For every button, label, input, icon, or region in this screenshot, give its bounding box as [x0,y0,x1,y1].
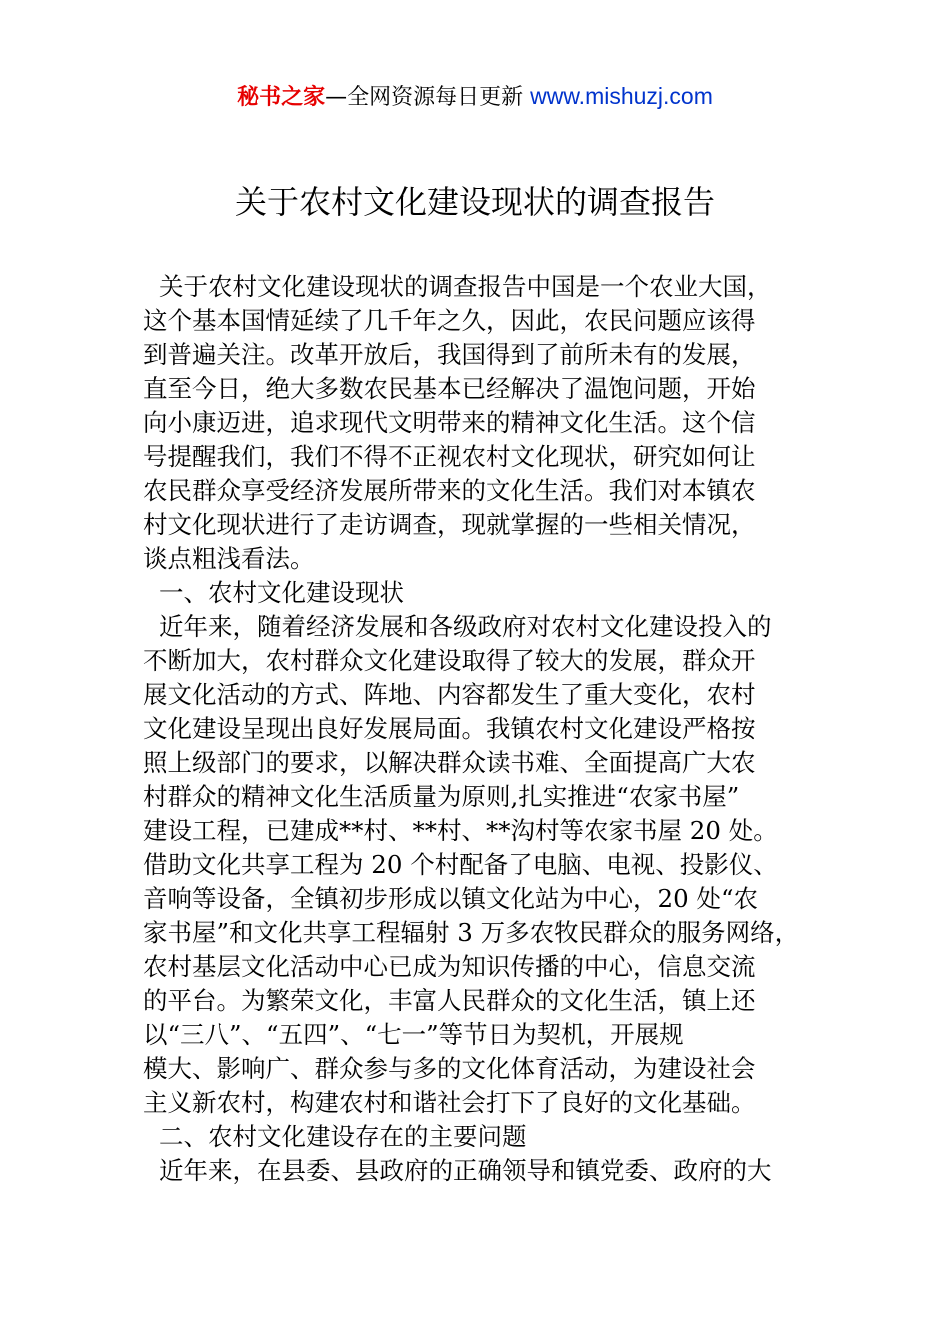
site-brand: 秘书之家 [237,85,326,110]
body-line: 号提醒我们，我们不得不正视农村文化现状，研究如何让 [143,442,756,471]
body-line: 农村基层文化活动中心已成为知识传播的中心，信息交流 [143,952,756,981]
site-slogan: —全网资源每日更新 [325,85,531,110]
body-line: 借助文化共享工程为 20 个村配备了电脑、电视、投影仪、 [143,850,778,879]
body-line: 关于农村文化建设现状的调查报告中国是一个农业大国， [159,272,772,301]
body-line: 村文化现状进行了走访调查，现就掌握的一些相关情况， [143,510,756,539]
body-line: 谈点粗浅看法。 [143,544,315,573]
site-url-link[interactable]: www.mishuzj.com [530,83,713,109]
body-line: 村群众的精神文化生活质量为原则,扎实推进“农家书屋” [143,782,740,811]
body-line: 音响等设备，全镇初步形成以镇文化站为中心，20 处“农 [143,884,758,913]
body-line: 主义新农村，构建农村和谐社会打下了良好的文化基础。 [143,1088,756,1117]
document-title: 关于农村文化建设现状的调查报告 [234,183,715,221]
body-line: 以“三八”、“五四”、“七一”等节日为契机，开展规 [143,1020,684,1049]
body-line: 家书屋”和文化共享工程辐射 3 万多农牧民群众的服务网络， [143,918,800,947]
body-line: 展文化活动的方式、阵地、内容都发生了重大变化，农村 [143,680,756,709]
body-line: 二、农村文化建设存在的主要问题 [159,1122,527,1151]
body-line: 一、农村文化建设现状 [159,578,404,607]
body-line: 向小康迈进，追求现代文明带来的精神文化生活。这个信 [143,408,756,437]
body-line: 模大、影响广、群众参与多的文化体育活动，为建设社会 [143,1054,756,1083]
body-line: 不断加大，农村群众文化建设取得了较大的发展，群众开 [143,646,756,675]
body-line: 的平台。为繁荣文化，丰富人民群众的文化生活，镇上还 [143,986,756,1015]
site-header [0,80,950,114]
body-line: 近年来，随着经济发展和各级政府对农村文化建设投入的 [159,612,772,641]
body-line: 农民群众享受经济发展所带来的文化生活。我们对本镇农 [143,476,756,505]
body-line: 直至今日，绝大多数农民基本已经解决了温饱问题，开始 [143,374,756,403]
body-line: 照上级部门的要求，以解决群众读书难、全面提高广大农 [143,748,756,777]
body-line: 近年来，在县委、县政府的正确领导和镇党委、政府的大 [159,1156,772,1185]
body-line: 到普遍关注。改革开放后，我国得到了前所未有的发展， [143,340,756,369]
body-line: 文化建设呈现出良好发展局面。我镇农村文化建设严格按 [143,714,756,743]
body-line: 这个基本国情延续了几千年之久，因此，农民问题应该得 [143,306,756,335]
document-body [143,270,823,1188]
body-line: 建设工程，已建成**村、**村、**沟村等农家书屋 20 处。 [143,816,778,845]
